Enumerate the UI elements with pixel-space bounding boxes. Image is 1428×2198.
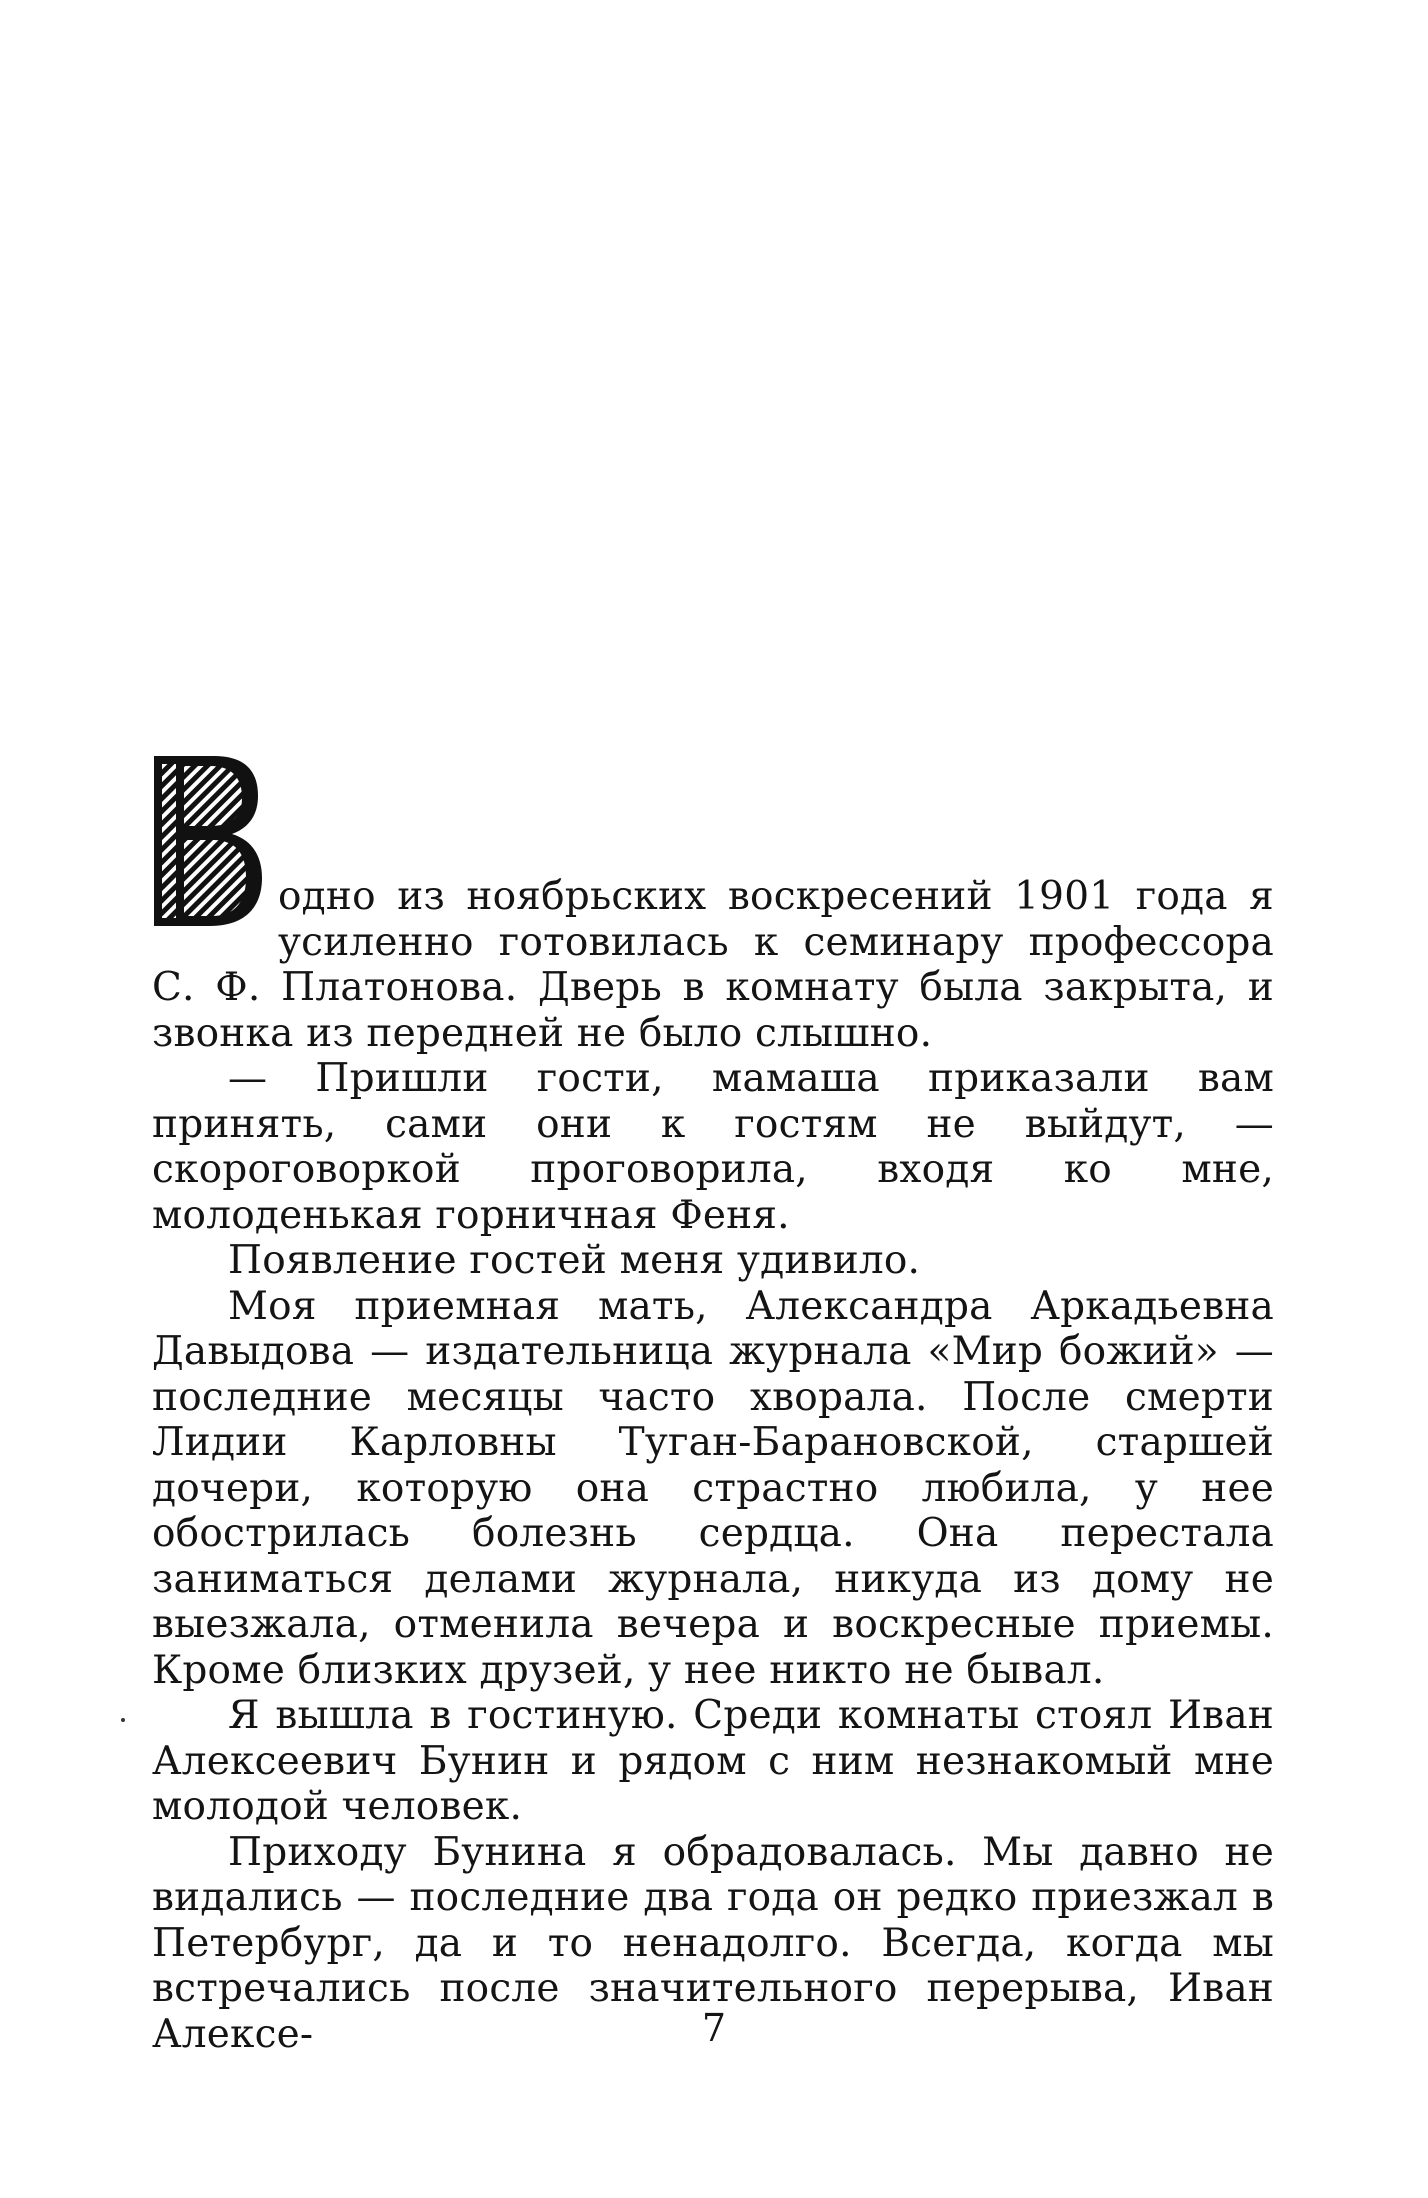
paragraph-5: Я вышла в гостиную. Среди комнаты стоял Иван Алексеевич Бунин и рядом с ним незнакомый мне молодой человек. xyxy=(152,1693,1274,1829)
paragraph-1 xyxy=(152,748,1274,1056)
paragraph-1-text: одно из ноябрьских воскресений 1901 года я усиленно готовилась к семинару профессора С. Ф. Платонова. Дверь в комнату была закрыта, и звонка из передней не было слышно. xyxy=(152,874,1274,1056)
paragraph-6: Приходу Бунина я обрадовалась. Мы давно не видались — последние два года он редко приезжал в Петербург, да и то ненадолго. Всегда, когда мы встречались после значительного перерыва, Иван Алексе- xyxy=(152,1829,1274,2057)
dropcap-v-icon xyxy=(152,754,264,928)
dropcap-letter xyxy=(152,754,264,928)
print-speck xyxy=(121,1718,125,1722)
dropcap-spacer xyxy=(152,748,1274,874)
paragraph-4: Моя приемная мать, Александра Аркадьевна Давыдова — издательница журнала «Мир божий» — последние месяцы часто хворала. После смерти Лидии Карловны Туган-Барановской, старшей дочери, которую она страстно любила, у нее обострилась болезнь сердца. Она перестала заниматься делами журнала, никуда из дому не выезжала, отменила вечера и воскресные приемы. Кроме близких друзей, у нее никто не бывал. xyxy=(152,1283,1274,1693)
page-number: 7 xyxy=(701,2006,727,2050)
paragraph-3: Появление гостей меня удивило. xyxy=(228,1238,921,1283)
page-body xyxy=(152,748,1274,2057)
paragraph-2: — Пришли гости, мамаша приказали вам принять, сами они к гостям не выйдут, — скороговоркой проговорила, входя ко мне, молоденькая горничная Феня. xyxy=(152,1056,1274,1238)
